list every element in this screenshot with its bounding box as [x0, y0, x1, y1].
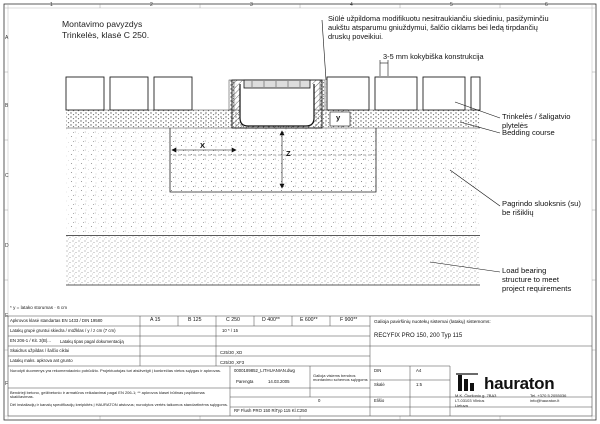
- grid-row-c: C: [5, 173, 9, 179]
- product-heading: Galioja paviršinių nuotekų sistemai (latakų) sistemoms:: [374, 320, 491, 325]
- paving-blocks-right: [327, 77, 480, 110]
- paving-label-line2: plytelės: [502, 121, 528, 130]
- grid-row-d: D: [5, 243, 9, 249]
- grid-row-a: A: [5, 35, 9, 41]
- file-name: RF Flush PRO 150 RiTyp 115 Kl.C250: [234, 408, 307, 413]
- load-class-f900: F 900**: [340, 317, 358, 323]
- grid-col-6: 6: [545, 2, 548, 8]
- drawing-title-line2: Trinkelės, klasė C 250.: [62, 30, 150, 40]
- loadbearing-label-line3: project requirements: [502, 284, 572, 293]
- dimension-y: y: [336, 113, 341, 122]
- load-class-a15: A 15: [150, 317, 161, 323]
- date-value: 14.03.2005: [268, 379, 290, 384]
- table-row-label-4: Skaidrus užpildas / šalčio ciklai: [10, 348, 69, 353]
- load-class-d400: D 400**: [262, 317, 280, 323]
- load-class-e600: E 600**: [300, 317, 318, 323]
- paving-label-line1: Trinkelės / šaligatvio: [502, 112, 571, 121]
- table-row-label-2: Latakų grupė gruntui skiedra / mūžklas / y / z cm (7 cm): [10, 328, 116, 333]
- grid-col-3: 3: [250, 2, 253, 8]
- table-row-label-5: Latakų maks. apkrova ant grunto: [10, 358, 73, 363]
- address-line3: Lietuva: [455, 403, 468, 408]
- grid-col-1: 1: [50, 2, 53, 8]
- din-label: DIN: [374, 368, 382, 373]
- footnote: * y = latako storumas · 6 cm: [10, 305, 68, 310]
- grid-row-b: B: [5, 103, 9, 109]
- contact-email: info@hauraton.lt: [530, 398, 560, 403]
- sealant-joint-left: [229, 80, 234, 110]
- scale-value: 1:5: [416, 382, 422, 387]
- grid-row-f: F: [5, 381, 9, 387]
- paving-blocks-left: [66, 77, 192, 110]
- load-class-b125: B 125: [188, 317, 202, 323]
- grid-row-e: E: [5, 313, 9, 319]
- grid-col-4: 4: [350, 2, 353, 8]
- date-label: Parengta: [236, 379, 254, 384]
- grid-col-5: 5: [450, 2, 453, 8]
- brand-block: [455, 372, 595, 396]
- table-row-label-3: EN 206-1 / Kit. 3(B)...: [10, 338, 51, 343]
- loadbearing-label-line1: Load bearing: [502, 266, 547, 275]
- subbase-label-line2: be rišiklių: [502, 208, 534, 217]
- load-class-c250: C 250: [226, 317, 240, 323]
- dimension-z: Z: [286, 149, 291, 158]
- product-name: RECYFIX PRO 150, 200 Typ 115: [374, 333, 463, 339]
- drawing-number: 0000189852_LITHUANIAN.dwg: [234, 368, 295, 373]
- value-xy: 10 * / 15: [222, 328, 239, 333]
- sealant-note-line3: druskų poveikiui.: [328, 32, 384, 41]
- footer-note-1: Nurodyti duomenys yra rekomendacinio pobūdžio. Projektuotojas turi atsižvelgti į konkrečias vietos sąlygas ir apkrovas.: [10, 368, 221, 373]
- sealant-note-line2: aukštu atsparumu gniuždymui, šalčio ciklams bei ledą tirpdančių: [328, 23, 538, 32]
- loadbearing-label-line2: structure to meet: [502, 275, 559, 284]
- bedding-label: Bedding course: [502, 128, 555, 137]
- subbase-label-line1: Pagrindo sluoksnis (su): [502, 199, 581, 208]
- din-value: A4: [416, 368, 422, 373]
- drainage-channel: [232, 80, 322, 128]
- sheet-label: Elišio: [374, 398, 385, 403]
- value-concrete: C25/30 ,XD: [220, 350, 243, 355]
- dimension-x: X: [200, 141, 206, 150]
- footer-note-3: Dėl instaliacijų ir kanalų specifikacijų kreipkitės į HAURATON atstovus; nurodytos vertės taikomos standartinėms sąlygoms.: [10, 402, 228, 407]
- sealant-joint-right: [320, 80, 325, 110]
- brand-name: hauraton: [484, 374, 555, 393]
- valid-note: Galioja visiems bendros montavimo schemos sąlygoms: [313, 373, 368, 383]
- revision: 0: [318, 398, 321, 403]
- contact-phone: Tel. +370 5 2055036: [530, 393, 567, 398]
- scale-label: Skalė: [374, 382, 385, 387]
- value-concrete2: C25/30 ,XF3: [220, 360, 245, 365]
- address-line2: LT-03103 Vilnius: [455, 398, 485, 403]
- load-bearing-layer: [66, 236, 480, 285]
- address-line1: M.K. Čiurlionio g. 7BA3: [455, 393, 497, 398]
- drawing-title-line1: Montavimo pavyzdys: [62, 19, 143, 29]
- table-row-label-1: Apkrovos klasė standartas EN 1433 / DIN 19580: [10, 318, 103, 323]
- gap-note: 3-5 mm kokybiška konstrukcija: [383, 52, 484, 61]
- table-row-label-6: Latakų tipas pagal dokumentaciją: [60, 339, 124, 344]
- grid-col-2: 2: [150, 2, 153, 8]
- footer-note-2: Bendrieji betono, gelžbetonio ir armatūros reikalavimai pagal EN 206-1; ** apkrovos klasei būtinas papildomas skaičiavimas.: [10, 390, 205, 400]
- sealant-note-line1: Siūlė užpildoma modifikuotu nesitraukiančiu skiediniu, pasižyminčiu: [328, 14, 549, 23]
